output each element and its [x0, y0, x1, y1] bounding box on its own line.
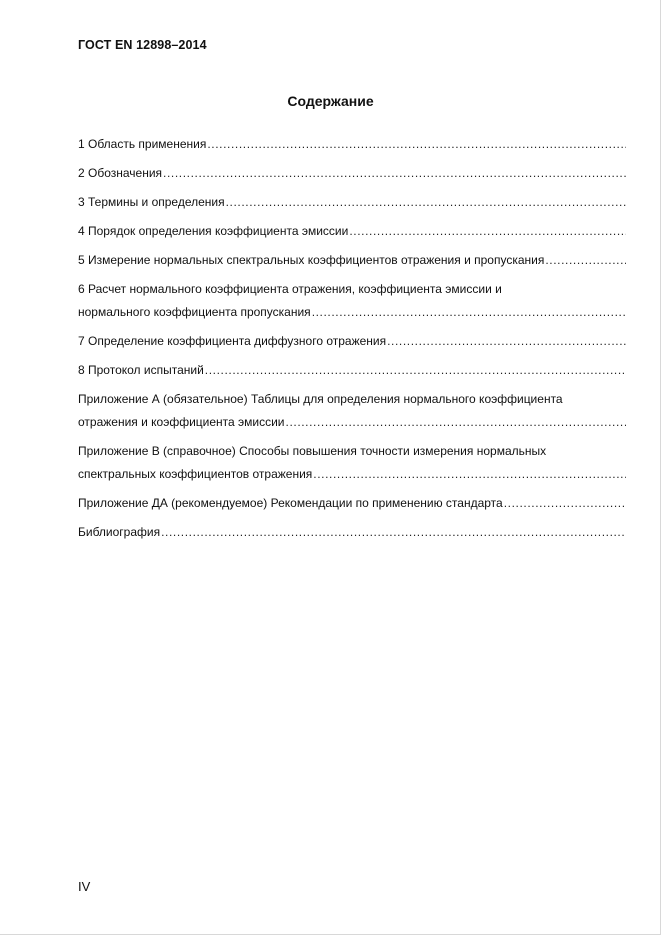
toc-entry-text: Приложение В (справочное) Способы повышения точности измерения нормальных — [78, 444, 547, 458]
toc-entry-text: Приложение А (обязательное) Таблицы для определения нормального коэффициента — [78, 392, 563, 406]
toc-entry-text-continued: отражения и коэффициента эмиссии — [78, 415, 285, 429]
table-of-contents — [78, 137, 626, 540]
toc-entry-7[interactable] — [78, 334, 626, 349]
toc-entry-text: 5 Измерение нормальных спектральных коэффициентов отражения и пропускания — [78, 253, 545, 267]
toc-entry-appendix-b[interactable] — [78, 444, 626, 482]
toc-entry-3[interactable] — [78, 195, 626, 210]
toc-entry-bibliography[interactable] — [78, 525, 626, 540]
toc-leader-dots — [162, 166, 626, 181]
document-code-header: ГОСТ EN 12898–2014 — [78, 38, 207, 52]
toc-entry-text-continued: спектральных коэффициентов отражения — [78, 467, 313, 481]
toc-entry-text: 1 Область применения — [78, 137, 207, 151]
toc-entry-text: 2 Обозначения — [78, 166, 163, 180]
toc-entry-appendix-da[interactable] — [78, 496, 626, 511]
page-number: IV — [78, 879, 91, 894]
toc-entry-8[interactable] — [78, 363, 626, 378]
toc-entry-text: 4 Порядок определения коэффициента эмиссии — [78, 224, 349, 238]
toc-entry-text: 8 Протокол испытаний — [78, 363, 204, 377]
toc-leader-dots — [348, 224, 626, 239]
toc-entry-6[interactable] — [78, 282, 626, 320]
toc-leader-dots — [386, 334, 626, 349]
toc-entry-1[interactable] — [78, 137, 626, 152]
toc-leader-dots — [160, 525, 626, 540]
toc-leader-dots — [311, 305, 626, 320]
toc-entry-text: 3 Термины и определения — [78, 195, 225, 209]
toc-entry-text: 6 Расчет нормального коэффициента отражения, коэффициента эмиссии и — [78, 282, 502, 296]
toc-leader-dots — [285, 415, 626, 430]
toc-leader-dots — [503, 496, 626, 511]
toc-entry-2[interactable] — [78, 166, 626, 181]
toc-leader-dots — [204, 363, 626, 378]
toc-entry-4[interactable] — [78, 224, 626, 239]
toc-leader-dots — [206, 137, 626, 152]
toc-leader-dots — [544, 253, 626, 268]
toc-entry-5[interactable] — [78, 253, 626, 268]
toc-leader-dots — [225, 195, 626, 210]
toc-entry-text: Библиография — [78, 525, 161, 539]
toc-entry-text: 7 Определение коэффициента диффузного отражения — [78, 334, 387, 348]
toc-entry-text: Приложение ДА (рекомендуемое) Рекомендации по применению стандарта — [78, 496, 503, 510]
toc-entry-appendix-a[interactable] — [78, 392, 626, 430]
toc-title: Содержание — [287, 93, 374, 109]
toc-leader-dots — [312, 467, 626, 482]
toc-entry-text-continued: нормального коэффициента пропускания — [78, 305, 311, 319]
